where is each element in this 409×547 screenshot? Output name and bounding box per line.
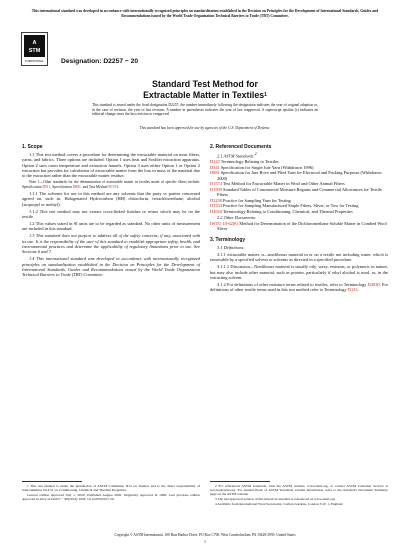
- reference-title: Specification for Jute Rove and Plied Yarn for Electrical and Packing Purposes (Withdrawn 2000): [217, 170, 382, 181]
- references-heading: 2. Referenced Documents: [210, 144, 272, 150]
- reference-item: [210, 187, 388, 198]
- astm-logo-icon: [21, 32, 48, 66]
- scope-para-1-3: 1.3 This standard does not purport to address all of the safety concerns, if any, associated with its use. It is the responsibility of the user of this standard to establish appropriate safety, health, and environmental practices and determine the applicability of regulatory limitations prior to use. See Sections 6 and 7.: [22, 233, 200, 255]
- reference-code-link[interactable]: D681: [210, 170, 220, 176]
- dod-approval-note: This standard has been approved for use by agencies of the U.S. Department of Defense.: [139, 126, 271, 130]
- astm-standards-subheading: 2.1 ASTM Standards:$^2$: [217, 152, 257, 159]
- right-column: [210, 144, 388, 294]
- scope-heading: 1. Scope: [22, 144, 43, 150]
- astm-reference-list: [210, 159, 388, 214]
- title-footnote-mark[interactable]: 1: [264, 92, 267, 98]
- scope-para-1-4: 1.4 This international standard was developed in accordance with internationally recognized principles on standardization established in the Decision on Principles for the Development of International Standards, Guides and Recommendations issued by the World Trade Organization Technical Barriers to Trade (TBT) Committee.: [22, 256, 200, 278]
- reference-item: [210, 203, 388, 208]
- scope-para-1-1: 1.1 This test method covers a procedure for determining the extractable material on most fibers, yarns, and fabrics. Three options are included. Option 1 uses heat and Soxhlet extraction apparatus. Option 2 uses room temperature and extraction funnels. Option 3 uses either Option 1 or Option 2 extraction but provides for calculation of extractable matter from the loss in mass of the material due to the extraction rather than the extractable matter residue.: [22, 152, 200, 179]
- reference-title: Specification for Single Jute Yarn (Withdrawn 1996): [219, 164, 314, 170]
- reference-title: Practice for Sampling Manufactured Staple Fibers, Sliver, or Tow for Testing: [221, 203, 359, 209]
- left-column: [22, 144, 200, 280]
- terminology-heading: 3. Terminology: [210, 236, 246, 243]
- reference-code-link[interactable]: D1574: [210, 181, 222, 187]
- title-line-1: Standard Test Method for: [152, 79, 258, 89]
- terminology-para-3-1: 3.1 Definitions:: [217, 244, 245, 250]
- reference-title: Terminology Relating to Textiles: [219, 159, 279, 165]
- reference-title: Practice for Sampling Yarn for Testing: [221, 197, 291, 203]
- reference-code-link[interactable]: D541: [210, 164, 220, 170]
- footnote-3: 3 The last approved version of this historical standard is referenced on www.astm.org.: [215, 497, 336, 501]
- reference-item: [210, 198, 388, 203]
- svg-text:STM: STM: [28, 48, 41, 54]
- footnote-4: 4 Available from International Wool Secretariat, Carlton Gardens, London S.W. 1, England.: [215, 502, 344, 506]
- footnotes-left: [22, 478, 200, 502]
- scope-para-1-1-1: 1.1.1 The solvents for use in this method are any solvents that the party or parties concerned agreed on, such as. Halogenated Hydrocarbon (HH) chloroform, tetrachloroethane, alcohol (isopropyl or methyl).: [22, 190, 200, 207]
- note-1: Note 1—Other standards for the determination of extractable matter in textiles made of specific fibers include: Specification D511, Specification D681, and Test Method D1574.: [22, 180, 200, 189]
- reference-item: [210, 221, 388, 232]
- footnote-2: 2 For referenced ASTM standards, visit the ASTM website, www.astm.org, or contact ASTM Customer Service at service@astm.org. For Annual Book of ASTM Standards volume information, refer to the standard's Document Summary page on the ASTM website.: [210, 483, 388, 496]
- reference-item: [210, 209, 388, 214]
- terminology-para-3-1-2: 3.1.2 For definitions of other moisture terms related to textiles, refer to Terminology D4920. For definitions of other textile terms used in this test method refer to Terminology D123.: [210, 282, 389, 293]
- reference-title: Test Method for Extractable Matter in Wool and Other Animal Fibers: [221, 181, 345, 187]
- reference-title: Method for Determination of the Dichloromethane Soluble Matter in Combed Wool Sliver: [217, 221, 387, 232]
- page-number: 1: [204, 539, 206, 544]
- footnotes-right: [210, 478, 388, 507]
- terminology-para-3-1-1: 3.1.1 extractable matter, n—nonfibrous material in or on a textile not including water, which is removable by a specified solvent or solvents as directed in a specified procedure.: [210, 252, 388, 263]
- copyright-line: Copyright © ASTM International, 100 Barr Harbor Drive, PO Box C700, West Conshohocken, PA 19428-2959. United States: [114, 533, 296, 537]
- reference-item: [210, 159, 388, 164]
- scope-para-1-2: 1.2 This values stated in SI units are to be regarded as standard. No other units of measurement are included in this standard.: [22, 221, 200, 232]
- ref-link-d4920[interactable]: D4920: [367, 282, 380, 288]
- footnote-edition: Current edition approved July 1, 2020. Published August 2020. Originally approved in 1999. Last previous edition approved in 2012 as D2257 − 98(2012). DOI: 10.1520/D2257-20.: [22, 492, 200, 501]
- reference-item: [210, 165, 388, 170]
- footnote-divider: [210, 481, 270, 482]
- reference-title: Standard Tables of Commercial Moisture Regains and Commercial Allowances for Textile Fibers: [217, 186, 383, 198]
- reference-title: Terminology Relating to Conditioning, Chemical, and Thermal Properties: [221, 208, 353, 214]
- ref-link-d511[interactable]: D511: [42, 184, 51, 189]
- svg-text:INTERNATIONAL: INTERNATIONAL: [25, 60, 44, 63]
- footnote-1: 1 This test method is under the jurisdiction of ASTM Committee D13 on Textiles and is the direct responsibility of Subcommittee D13.51 on Conditioning, Chemical and Thermal Properties.: [22, 483, 200, 492]
- ref-link-d681[interactable]: D681: [72, 184, 81, 189]
- svg-text:A: A: [32, 40, 37, 46]
- reference-code-link[interactable]: D4920: [210, 208, 222, 214]
- reference-code-link[interactable]: D1909: [210, 186, 222, 192]
- designation: Designation: D2257 − 20: [61, 58, 139, 65]
- terminology-para-3-1-1-1: 3.1.1.1 Discussion—Nonfibrous material is usually oily, waxy, resinous, or polymeric in nature, but may also include other material, such as protein, particularly if ethyl alcohol is used, or, in the extracting solvent.: [210, 264, 388, 281]
- scope-para-1-1-2: 1.1.2 This test method may not extract cross-linked finishes or resins which may be on the textile.: [22, 208, 200, 219]
- ref-link-d123[interactable]: D123: [347, 287, 358, 293]
- ref-link-d1574[interactable]: D1574: [108, 184, 119, 189]
- other-reference-list: [210, 221, 388, 232]
- issuance-notice: This standard is issued under the fixed designation D2257; the number immediately following the designation indicates the year of original adoption or, in the case of revision, the year of last revision. A number in parentheses indicates the year of last reapproval. A superscript epsilon (ε) indicates an editorial change since the last revision or reapproval.: [92, 103, 318, 117]
- reference-code-link[interactable]: IWTO 10-62(E): [210, 221, 239, 227]
- title-line-2: Extractable Matter in Textiles$^1$: [143, 90, 267, 100]
- reference-item: [210, 170, 388, 181]
- reference-item: [210, 181, 388, 186]
- footnote-divider: [22, 481, 82, 482]
- reference-code-link[interactable]: D3333: [210, 203, 222, 209]
- reference-code-link[interactable]: D123: [210, 159, 220, 165]
- reference-code-link[interactable]: D2258: [210, 197, 222, 203]
- wto-banner: This international standard was developed in accordance with internationally recognized principles on standardization established in the Decision on Principles for the Development of International Standards, Guides and Recommendations issued by the World Trade Organization Technical Barriers to Trade (TBT) Committee.: [31, 9, 379, 18]
- other-documents-subheading: 2.2 Other Documents:: [217, 215, 257, 221]
- document-title: [22, 79, 388, 101]
